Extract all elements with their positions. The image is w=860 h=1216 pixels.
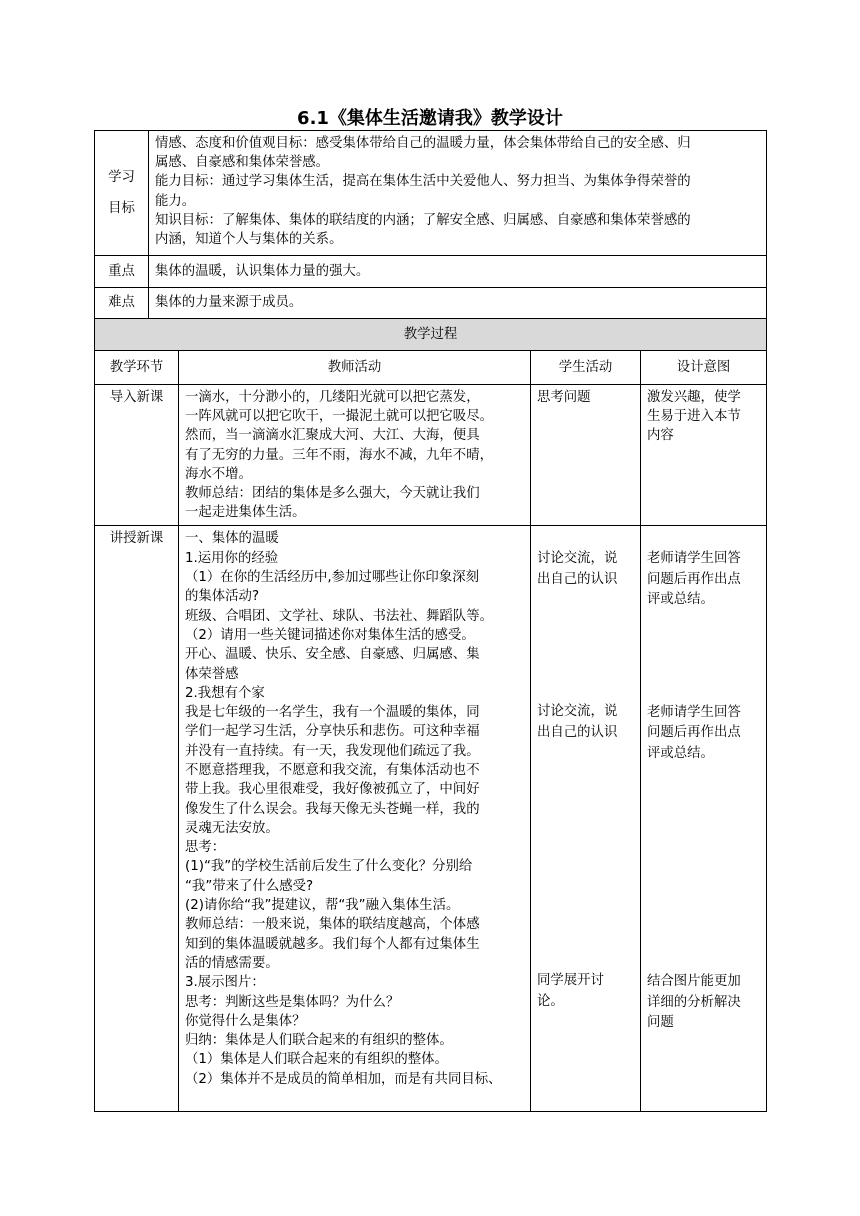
lecture-intent-line: 问题后再作出点 (647, 725, 741, 741)
intro-teacher-line: 一阵风就可以把它吹干，一撮泥土就可以把它吸尽。 (185, 409, 493, 425)
lecture-teacher-line: 思考：判断这些是集体吗？为什么？ (185, 994, 400, 1010)
lecture-teacher-line: 活的情感需要。 (185, 955, 279, 971)
goals-label-line: 目标 (108, 201, 135, 216)
lecture-teacher-line: （1）在你的生活经历中,参加过哪些让你印象深刻 (185, 570, 479, 586)
goals-line: 内涵，知道个人与集体的关系。 (155, 232, 343, 248)
lecture-teacher-line: 并没有一直持续。有一天，我发现他们疏远了我。 (185, 743, 480, 759)
lecture-teacher-line: 知到的集体温暖就越多。我们每个人都有过集体生 (185, 936, 480, 952)
lecture-teacher-line: 的集体活动? (185, 589, 260, 605)
lecture-student-line: 讨论交流，说 (537, 704, 618, 720)
intro-teacher-line: 有了无穷的力量。三年不雨，海水不减，九年不晴， (185, 447, 493, 463)
intro-teacher-line: 海水不增。 (185, 466, 252, 482)
lecture-teacher-line: 一、集体的温暖 (185, 531, 279, 547)
goals-content (149, 131, 767, 256)
lecture-intent-line: 评或总结。 (647, 592, 714, 608)
lecture-row (95, 526, 767, 1112)
lecture-teacher-line: 灵魂无法安放。 (185, 820, 279, 836)
intro-intent (641, 385, 767, 526)
intro-teacher (179, 385, 531, 526)
lecture-teacher-line: 不愿意搭理我，不愿意和我交流，有集体活动也不 (185, 762, 480, 778)
column-header: 教师活动 (179, 351, 531, 385)
process-table (94, 318, 767, 1112)
intro-intent-line: 内容 (647, 428, 674, 444)
lecture-student-line: 讨论交流，说 (537, 551, 618, 567)
intro-stage: 导入新课 (95, 385, 179, 526)
lecture-stage: 讲授新课 (95, 526, 179, 1112)
lecture-teacher-line: 我是七年级的一名学生，我有一个温暖的集体，同 (185, 705, 480, 721)
lecture-teacher-line: 学们一起学习生活，分享快乐和悲伤。可这种幸福 (185, 724, 480, 740)
lecture-teacher-line: 体荣誉感 (185, 666, 239, 682)
lecture-teacher-line: “我”带来了什么感受? (185, 878, 314, 894)
lecture-teacher-line: 你觉得什么是集体？ (185, 1013, 306, 1029)
intro-teacher-line: 然而，当一滴滴水汇聚成大河、大江、大海，便具 (185, 428, 480, 444)
process-heading-row (95, 319, 767, 351)
lecture-teacher-line: 像发生了什么误会。我每天像无头苍蝇一样，我的 (185, 801, 480, 817)
difficulty-row (95, 288, 767, 319)
lecture-student-line: 出自己的认识 (537, 571, 618, 587)
lecture-intent (641, 526, 767, 1112)
key-point-label: 重点 (95, 256, 149, 288)
lecture-intent-line: 老师请学生回答 (647, 704, 741, 720)
intro-teacher-line: 一起走进集体生活。 (185, 505, 306, 521)
lecture-teacher-line: 开心、温暖、快乐、安全感、自豪感、归属感、集 (185, 647, 480, 663)
column-header: 教学环节 (95, 351, 179, 385)
goals-table (94, 130, 767, 319)
key-point-text: 集体的温暖，认识集体力量的强大。 (149, 256, 767, 288)
difficulty-text: 集体的力量来源于成员。 (149, 288, 767, 319)
page-title: 6.1《集体生活邀请我》教学设计 (297, 108, 563, 129)
lecture-teacher-line: （2）请用一些关键词描述你对集体生活的感受。 (185, 627, 475, 643)
lecture-intent-line: 问题后再作出点 (647, 571, 741, 587)
column-header: 学生活动 (531, 351, 641, 385)
lecture-teacher-line: （1）集体是人们联合起来的有组织的整体。 (185, 1052, 448, 1068)
goals-label (95, 131, 149, 256)
lecture-student-line: 论。 (537, 993, 564, 1009)
intro-teacher-line: 教师总结：团结的集体是多么强大，今天就让我们 (185, 486, 480, 502)
column-header: 设计意图 (641, 351, 767, 385)
difficulty-label: 难点 (95, 288, 149, 319)
goals-label-line: 学习 (108, 169, 135, 185)
lecture-student (531, 526, 641, 1112)
lecture-teacher-line: 班级、合唱团、文学社、球队、书法社、舞蹈队等。 (185, 608, 493, 624)
goals-line: 能力。 (155, 193, 196, 209)
lecture-teacher-line: 1.运用你的经验 (185, 550, 279, 566)
column-header-row (95, 351, 767, 385)
lecture-teacher-line: (2)请你给“我”提建议，帮“我”融入集体生活。 (185, 898, 460, 914)
key-point-row (95, 256, 767, 288)
lecture-teacher-line: 归纳：集体是人们联合起来的有组织的整体。 (185, 1033, 453, 1049)
goals-line: 能力目标：通过学习集体生活，提高在集体生活中关爱他人、努力担当、为集体争得荣誉的 (155, 174, 691, 190)
lecture-intent-line: 问题 (647, 1015, 674, 1031)
goals-line: 情感、态度和价值观目标：感受集体带给自己的温暖力量，体会集体带给自己的安全感、归 (155, 136, 691, 151)
lecture-teacher (179, 526, 531, 1112)
lecture-teacher-line: 2.我想有个家 (185, 685, 265, 701)
intro-intent-line: 生易于进入本节 (647, 409, 741, 425)
lecture-intent-line: 评或总结。 (647, 745, 714, 761)
goals-line: 知识目标：了解集体、集体的联结度的内涵；了解安全感、归属感、自豪感和集体荣誉感的 (155, 212, 691, 228)
lecture-teacher-line: 教师总结：一般来说，集体的联结度越高，个体感 (185, 917, 480, 933)
intro-student: 思考问题 (531, 385, 641, 526)
lecture-student-line: 出自己的认识 (537, 724, 618, 740)
lecture-teacher-line: （2）集体并不是成员的简单相加，而是有共同目标、 (185, 1071, 502, 1087)
lecture-teacher-line: (1)“我”的学校生活前后发生了什么变化？分别给 (185, 859, 473, 875)
goals-row (95, 131, 767, 256)
lecture-student-line: 同学展开讨 (537, 973, 604, 989)
lecture-intent-line: 结合图片能更加 (647, 974, 741, 990)
intro-teacher-line: 一滴水，十分渺小的，几缕阳光就可以把它蒸发， (185, 390, 480, 405)
lecture-intent-line: 老师请学生回答 (647, 551, 741, 567)
lecture-teacher-line: 3.展示图片： (185, 975, 265, 991)
lecture-teacher-line: 带上我。我心里很难受，我好像被孤立了，中间好 (185, 782, 480, 798)
intro-intent-line: 激发兴趣，使学 (647, 390, 741, 405)
lecture-intent-line: 详细的分析解决 (647, 994, 741, 1010)
intro-row (95, 385, 767, 526)
lecture-teacher-line: 思考： (185, 840, 226, 856)
process-heading: 教学过程 (95, 319, 767, 351)
goals-line: 属感、自豪感和集体荣誉感。 (155, 155, 330, 171)
